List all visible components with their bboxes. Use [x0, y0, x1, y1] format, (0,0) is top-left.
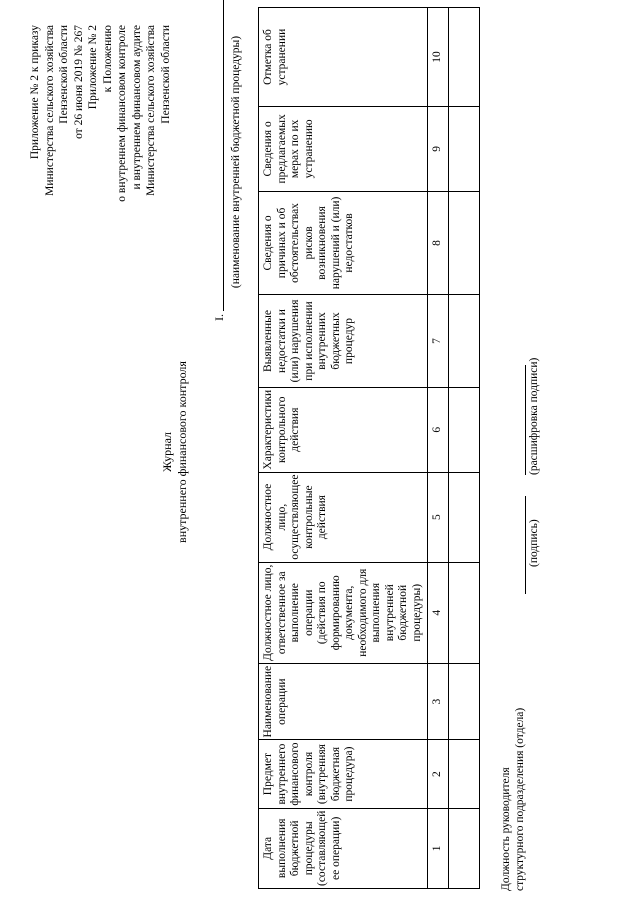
table-cell: [449, 387, 480, 472]
procedure-number: I.: [212, 314, 226, 321]
column-header: Выявленные недостатки и (или) нарушения при исполнении внутренних бюджетных процедур: [259, 295, 428, 388]
column-header: Отметка об устранении: [259, 8, 428, 107]
approval-line: Пензенской области: [58, 25, 70, 124]
column-number: 3: [428, 663, 449, 740]
approval-line: и внутреннем финансовом аудите: [130, 25, 143, 190]
column-number: 7: [428, 295, 449, 388]
procedure-name-field: [212, 0, 226, 321]
approval-line: Министерства сельского хозяйства: [145, 25, 157, 196]
column-header: Наименование операции: [259, 663, 428, 740]
journal-subtitle: внутреннего финансового контроля: [175, 361, 189, 543]
decode-caption: (расшифровка подписи): [528, 357, 540, 475]
table-cell: [449, 107, 480, 192]
column-number: 4: [428, 562, 449, 663]
journal-heading: [160, 7, 190, 897]
table-cell: [449, 191, 480, 295]
approval-line: Пензенской области: [159, 25, 172, 124]
column-header: Должностное лицо, ответственное за выполнение операции (действия по формированию документа, необходимого для выполнения внутренней бюджетной процедуры): [259, 562, 428, 663]
signature-underline: [525, 496, 526, 594]
approval-line: к Положению: [101, 25, 114, 93]
column-number: 8: [428, 191, 449, 295]
column-header: Сведения о причинах и об обстоятельствах рисков возникновения нарушений и (или) недостатков: [259, 191, 428, 295]
journal-title: Журнал: [160, 432, 174, 473]
decode-underline: [525, 365, 526, 475]
column-header: Предмет внутреннего финансового контроля (внутренняя бюджетная процедура): [259, 740, 428, 808]
table-cell: [449, 740, 480, 808]
journal-page: [0, 7, 640, 897]
column-number: 5: [428, 472, 449, 562]
procedure-caption: (наименование внутренней бюджетной процедуры): [230, 35, 242, 289]
table-cell: [449, 8, 480, 107]
signature-position: [500, 708, 527, 891]
approval-line: о внутреннем финансовом контроле: [116, 25, 128, 202]
journal-table: [258, 7, 480, 889]
table-cell: [449, 663, 480, 740]
column-number: 10: [428, 8, 449, 107]
table-cell: [449, 472, 480, 562]
procedure-underline: [223, 0, 224, 311]
approval-block: [28, 25, 173, 202]
table-cell: [449, 808, 480, 888]
signature-caption: (подпись): [528, 519, 540, 567]
approval-line: Приложение № 2 к приказу: [29, 25, 41, 160]
column-number: 9: [428, 107, 449, 192]
column-number: 2: [428, 740, 449, 808]
column-header: Должностное лицо, осуществляющее контрольные действия: [259, 472, 428, 562]
column-number: 6: [428, 387, 449, 472]
position-line-1: Должность руководителя: [500, 767, 512, 891]
approval-line: Министерства сельского хозяйства: [43, 25, 56, 196]
column-header: Характеристики контрольного действия: [259, 387, 428, 472]
column-header: Сведения о предлагаемых мерах по их устранению: [259, 107, 428, 192]
column-header: Дата выполнения бюджетной процедуры (составляющей ее операции): [259, 808, 428, 888]
table-cell: [449, 295, 480, 388]
position-line-2: структурного подразделения (отдела): [513, 707, 526, 891]
table-empty-row: [449, 8, 480, 889]
table-header-row: [259, 8, 428, 889]
column-number: 1: [428, 808, 449, 888]
table-number-row: [428, 8, 449, 889]
table-cell: [449, 562, 480, 663]
approval-line: от 26 июня 2019 № 267: [72, 25, 85, 139]
approval-line: Приложение № 2: [87, 25, 99, 110]
